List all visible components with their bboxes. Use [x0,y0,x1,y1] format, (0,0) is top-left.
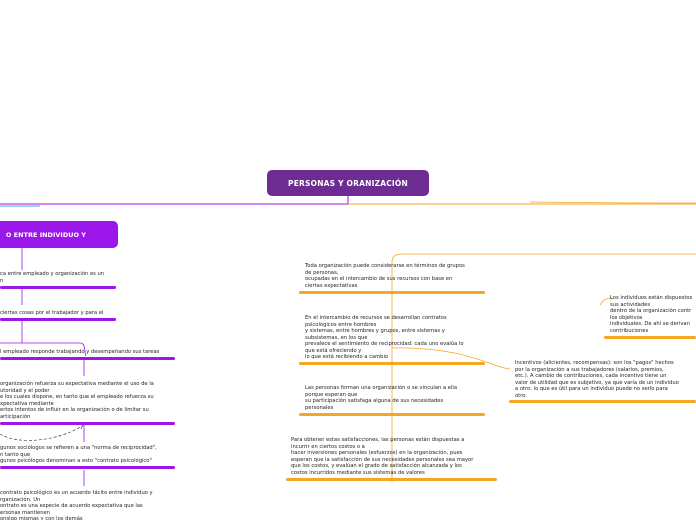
far-right-item-2-underline [509,400,696,403]
right-item-3: Las personas forman una organización o se vinculan a ella porque esperan que su participación satisfaga alguna de sus necesidades personales [305,385,458,411]
root-title: PERSONAS Y ORANIZACIÓN [288,178,408,188]
right-item-2: En el intercambio de recursos se desarrollan contratos psicológicos entre hombres y sistemas, entre hombres y grupos, entre sistemas y subsistemas, en los que prevalece el sentimiento de reciprocidad: cada uno evalúa lo que está ofreciendo y lo que está recibiendo a cambio [305,315,464,360]
right-item-2-underline [299,362,485,365]
right-item-4: Para obtener estas satisfacciones, las personas están dispuestas a incurrir en ciertos costos o a hacer inversiones personales (esfuerzos) en la organización, pues esperan que la satisfacción de sus necesidades personales sea mayor que los costos, y evalúan el grado de satisfacción alcanzada y los costos incurridos mediante sus sistemas de valores [291,437,474,476]
left-item-5: gunos sociólogos se refieren a una "norma de reciprocidad", n tanto que gunos psicólogos denominan a esto "contrato psicológico" [0,445,157,464]
left-item-3-underline [0,357,175,360]
far-right-item-2: Incentivos (alicientes, recompensas): son los "pagos" hechos por la organización a sus trabajadores (salarios, premios, etc.). A cambio de contribuciones, cada incentivo tiene un valor de utilidad que es subjetivo, ya que varía de un individuo a otro: lo que es útil para un individuo puede no serlo para otro. [515,360,679,399]
right-item-1: Toda organización puede considerarse en términos de grupos de personas, ocupadas en el intercambio de sus recursos con base en ciertas expectativas [305,263,465,289]
far-right-item-1: Los individuos están dispuestos sus actividades dentro de la organización contr los objetivos individuales. De ahí se derivan contribuciones [610,295,693,334]
left-topic-title: O ENTRE INDIVIDUO Y [5,230,86,239]
right-item-1-underline [299,291,485,294]
root-node[interactable] [267,170,429,196]
left-item-2-underline [0,318,116,321]
left-item-4-underline [0,422,175,425]
left-item-6: contrato psicológico es un acuerdo tácito entre individuo y rganización. Un ontrato es una especie de acuerdo expectativa que las ersonas mantienen onsigo mismas y con los demás [0,490,153,520]
left-item-4: organización refuerza su expectativa mediante el uso de la utoridad y el poder e los cuales dispone, en tanto que el empleado refuerza su xpectativa mediante ertos intentos de influir en la organización o de limitar su articipación [0,381,154,420]
right-item-4-underline [286,478,497,481]
left-item-1: ca entre empleado y organización es un n [0,271,105,284]
left-item-1-underline [0,286,116,289]
left-topic-node[interactable] [0,221,118,248]
right-item-3-underline [299,413,485,416]
far-right-item-1-underline [604,336,696,339]
left-item-2: ciertas cosas por el trabajador y para el [0,310,104,316]
left-item-3: l empleado responde trabajando y desempeñando sus tareas [0,349,160,355]
left-item-5-underline [0,466,175,469]
